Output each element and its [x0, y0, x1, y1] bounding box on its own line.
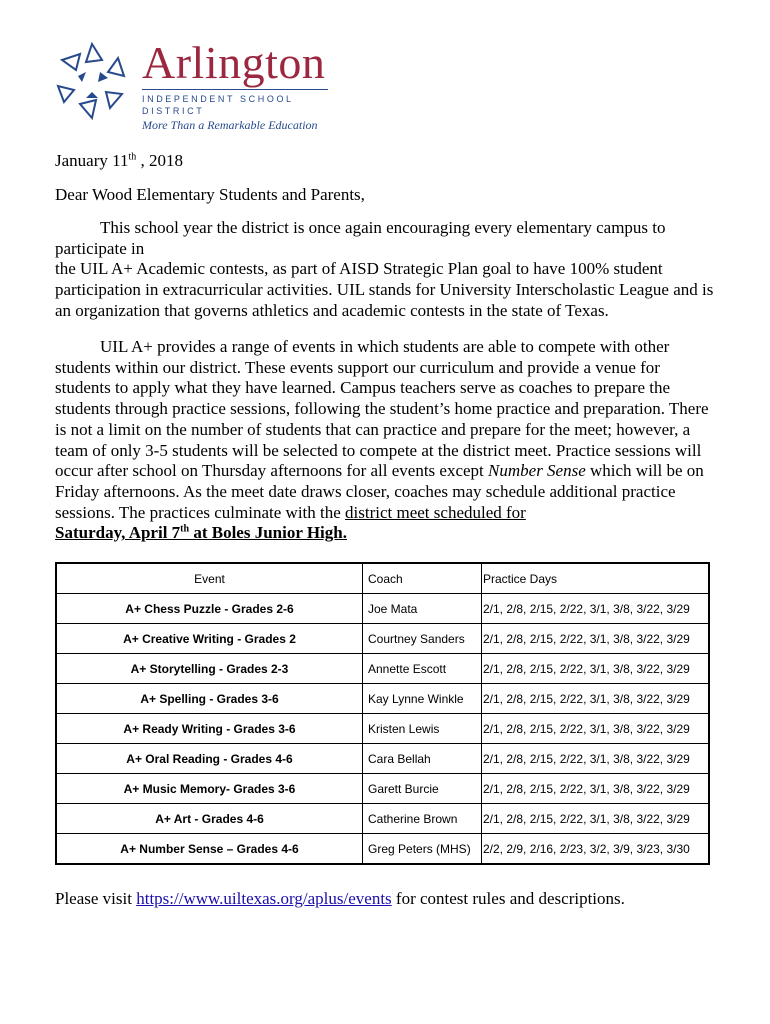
star-icon: [52, 42, 132, 122]
coach-cell: Greg Peters (MHS): [363, 834, 482, 865]
table-row: [56, 684, 709, 714]
event-cell: A+ Music Memory- Grades 3-6: [56, 774, 363, 804]
event-cell: A+ Ready Writing - Grades 3-6: [56, 714, 363, 744]
district-logo: [52, 37, 342, 132]
days-cell: 2/1, 2/8, 2/15, 2/22, 3/1, 3/8, 3/22, 3/29: [482, 804, 710, 834]
coach-cell: Joe Mata: [363, 594, 482, 624]
event-cell: A+ Chess Puzzle - Grades 2-6: [56, 594, 363, 624]
meet-date-prefix: Saturday, April 7: [55, 523, 181, 543]
table-row: [56, 624, 709, 654]
days-cell: 2/1, 2/8, 2/15, 2/22, 3/1, 3/8, 3/22, 3/29: [482, 774, 710, 804]
coach-cell: Kay Lynne Winkle: [363, 684, 482, 714]
paragraph-2: [55, 337, 715, 544]
table-row: [56, 834, 709, 865]
logo-divider: [142, 89, 328, 90]
coach-cell: Annette Escott: [363, 654, 482, 684]
event-cell: A+ Art - Grades 4-6: [56, 804, 363, 834]
table-row: [56, 744, 709, 774]
meet-date-sup: th: [180, 523, 190, 535]
date-suffix: , 2018: [136, 151, 184, 170]
table-row: [56, 594, 709, 624]
date-prefix: January 11: [55, 151, 129, 170]
table-header-row: [56, 563, 709, 594]
event-cell: A+ Creative Writing - Grades 2: [56, 624, 363, 654]
p2-main: UIL A+ provides a range of events in which students are able to compete with other students within our district. These events support our curriculum and provide a venue for students to apply what they have learned. Campus teachers serve as coaches to prepare the students through practice sessions, following the student’s home practice and preparation. There is not a limit on the number of students that can practice and prepare for the meet; however, a team of only 3-5 students will be selected to compete at the district meet. Practice sessions will occur after school on Thursday afternoons for all events except: [55, 337, 709, 481]
logo-tagline: More Than a Remarkable Education: [142, 118, 318, 132]
footer-prefix: Please visit: [55, 889, 137, 908]
date-sup: th: [128, 151, 137, 163]
table-row: [56, 654, 709, 684]
letter-greeting: Dear Wood Elementary Students and Parents,: [55, 185, 365, 204]
days-cell: 2/1, 2/8, 2/15, 2/22, 3/1, 3/8, 3/22, 3/29: [482, 684, 710, 714]
table-row: [56, 774, 709, 804]
days-cell: 2/2, 2/9, 2/16, 2/23, 3/2, 3/9, 3/23, 3/30: [482, 834, 710, 865]
event-cell: A+ Spelling - Grades 3-6: [56, 684, 363, 714]
event-cell: A+ Oral Reading - Grades 4-6: [56, 744, 363, 774]
header-coach: Coach: [363, 563, 482, 594]
events-link[interactable]: https://www.uiltexas.org/aplus/events: [136, 889, 392, 908]
days-cell: 2/1, 2/8, 2/15, 2/22, 3/1, 3/8, 3/22, 3/29: [482, 594, 710, 624]
footer-note: [55, 888, 625, 910]
days-cell: 2/1, 2/8, 2/15, 2/22, 3/1, 3/8, 3/22, 3/29: [482, 654, 710, 684]
days-cell: 2/1, 2/8, 2/15, 2/22, 3/1, 3/8, 3/22, 3/29: [482, 744, 710, 774]
event-cell: A+ Storytelling - Grades 2-3: [56, 654, 363, 684]
footer-suffix: for contest rules and descriptions.: [391, 889, 625, 908]
event-cell: A+ Number Sense – Grades 4-6: [56, 834, 363, 865]
letter-date: [55, 150, 183, 172]
p2-italic: Number Sense: [488, 461, 586, 481]
table-row: [56, 804, 709, 834]
meet-date: [55, 523, 347, 542]
p1-rest: the UIL A+ Academic contests, as part of AISD Strategic Plan goal to have 100% student participation in extracurricular activities. UIL stands for University Interscholastic League and is an organization that governs athletics and academic contests in the state of Texas.: [55, 259, 714, 320]
days-cell: 2/1, 2/8, 2/15, 2/22, 3/1, 3/8, 3/22, 3/29: [482, 624, 710, 654]
logo-text: [142, 37, 342, 133]
meet-date-suffix: at Boles Junior High.: [189, 523, 347, 543]
coach-cell: Garett Burcie: [363, 774, 482, 804]
logo-name: Arlington: [142, 37, 326, 88]
table-row: [56, 714, 709, 744]
days-cell: 2/1, 2/8, 2/15, 2/22, 3/1, 3/8, 3/22, 3/29: [482, 714, 710, 744]
events-table: [55, 562, 710, 865]
p2-underline: district meet scheduled for: [345, 502, 526, 522]
logo-district: INDEPENDENT SCHOOL DISTRICT: [142, 94, 294, 116]
p1-line1: This school year the district is once again encouraging every elementary campus to participate in: [55, 218, 666, 258]
coach-cell: Kristen Lewis: [363, 714, 482, 744]
header-event: Event: [56, 563, 363, 594]
paragraph-1: [55, 218, 715, 322]
coach-cell: Catherine Brown: [363, 804, 482, 834]
header-days: Practice Days: [482, 563, 710, 594]
coach-cell: Courtney Sanders: [363, 624, 482, 654]
coach-cell: Cara Bellah: [363, 744, 482, 774]
p2-after: which will be on Friday afternoons. As the meet date draws closer, coaches may schedule additional practice sessions. The practices culminate with the: [55, 461, 704, 522]
